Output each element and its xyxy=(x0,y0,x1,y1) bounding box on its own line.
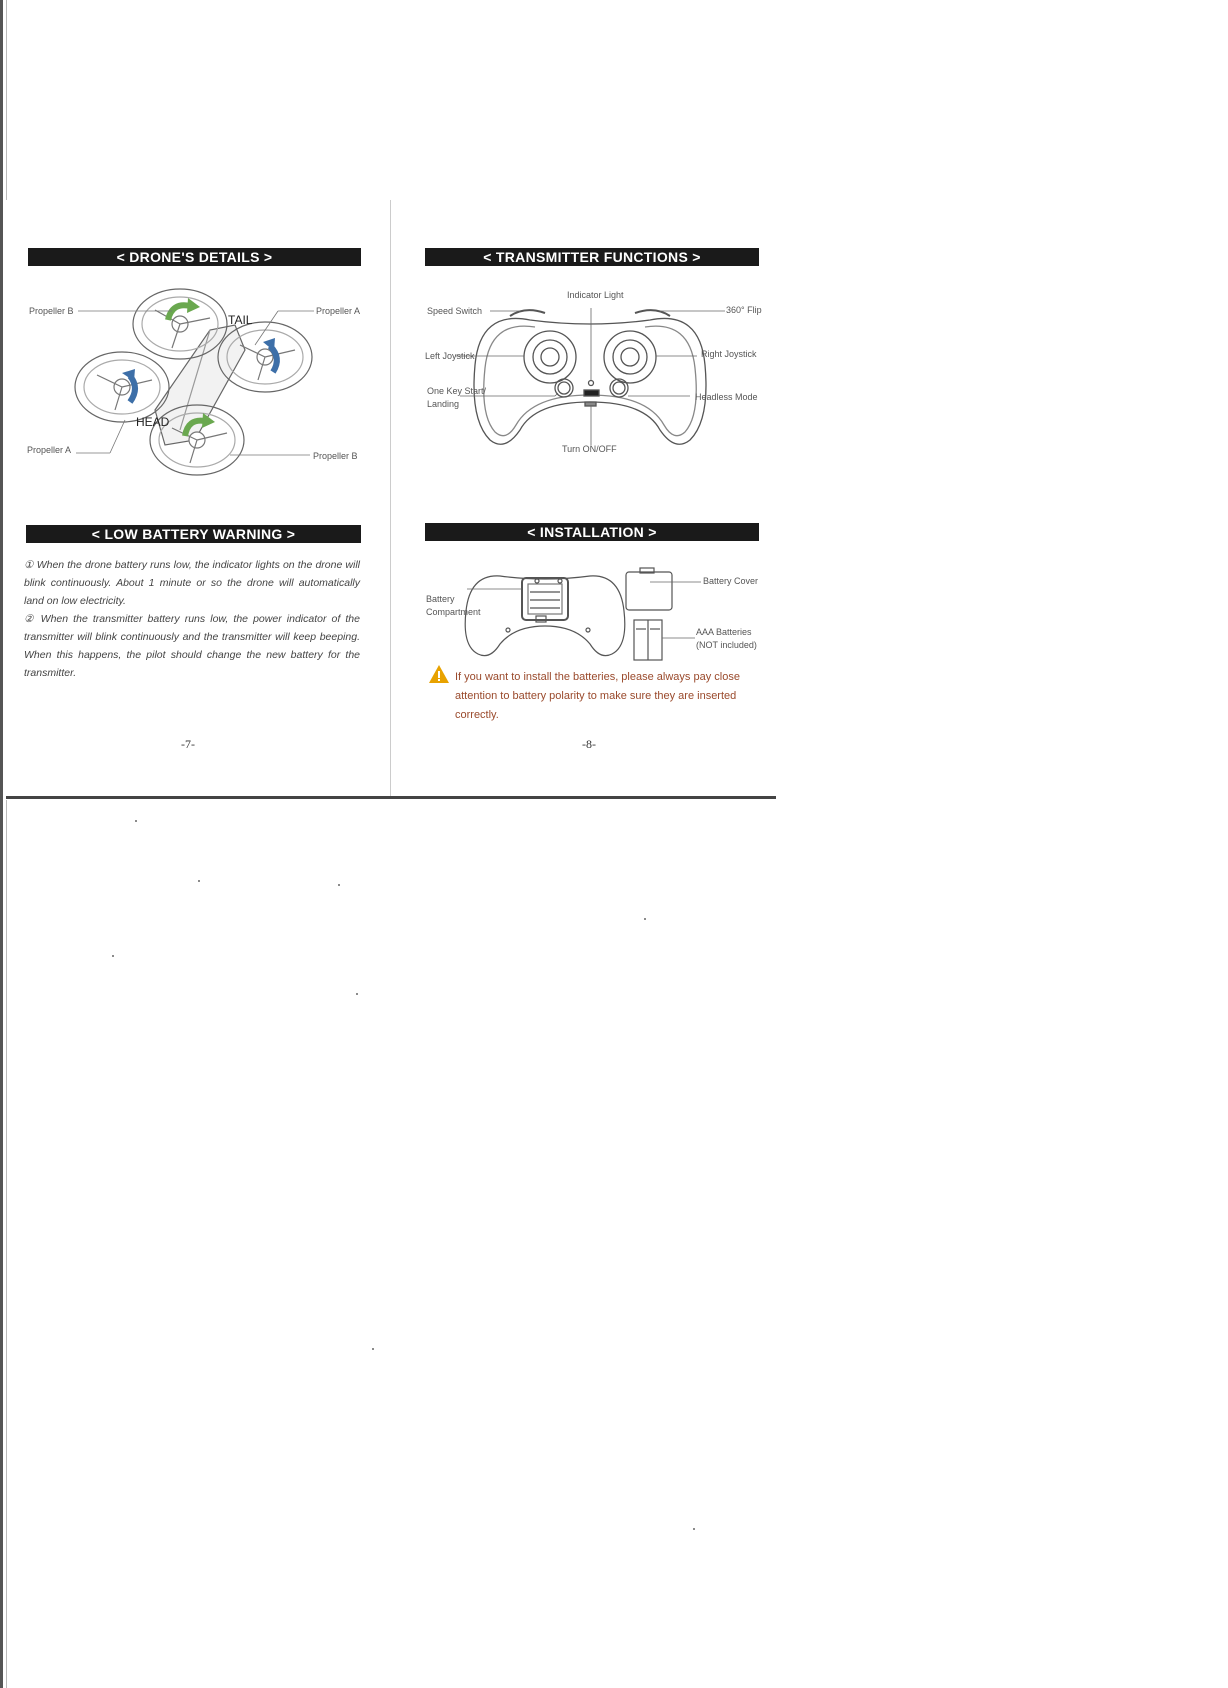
transmitter-functions-heading: < TRANSMITTER FUNCTIONS > xyxy=(425,248,759,266)
turn-on-off-label: Turn ON/OFF xyxy=(562,444,617,454)
low-battery-item-1: ① When the drone battery runs low, the indicator lights on the drone will blink continuously. About 1 minute or so the drone will automatically land on low electricity. xyxy=(24,559,360,607)
flip-label: 360° Flip xyxy=(726,305,762,315)
page-number-right: -8- xyxy=(582,737,596,751)
scan-speck xyxy=(693,1528,695,1530)
scan-speck xyxy=(135,820,137,822)
propeller-b-bottom-label: Propeller B xyxy=(313,451,358,461)
head-label: HEAD xyxy=(136,415,170,429)
scan-speck xyxy=(198,880,200,882)
low-battery-heading: < LOW BATTERY WARNING > xyxy=(26,525,361,543)
propeller-b-top-label: Propeller B xyxy=(29,306,74,316)
drone-details-heading: < DRONE'S DETAILS > xyxy=(28,248,361,266)
speed-switch-label: Speed Switch xyxy=(427,306,483,316)
battery-compartment-label: Battery Compartment xyxy=(426,594,481,617)
scan-speck xyxy=(338,884,340,886)
headless-mode-label: Headless Mode xyxy=(695,392,758,402)
warning-triangle-icon xyxy=(428,664,450,684)
indicator-light-label: Indicator Light xyxy=(567,290,624,300)
scan-speck xyxy=(356,993,358,995)
aaa-batteries-label: AAA Batteries (NOT included) xyxy=(696,627,757,650)
battery-cover-label: Battery Cover xyxy=(703,576,759,586)
drone-leader-lines xyxy=(0,0,400,470)
propeller-a-bottom-label: Propeller A xyxy=(27,445,72,455)
one-key-start-landing-label: One Key Start/ Landing xyxy=(427,386,487,409)
low-battery-item-2: ② When the transmitter battery runs low, the power indicator of the transmitter will blink continuously and the transmitter will keep beeping. When this happens, the pilot should change the new battery for the transmitter. xyxy=(24,613,360,679)
installation-heading: < INSTALLATION > xyxy=(425,523,759,541)
right-joystick-label: Right Joystick xyxy=(701,349,757,359)
scan-speck xyxy=(372,1348,374,1350)
page-number-left: -7- xyxy=(181,737,195,751)
installation-warning-text: If you want to install the batteries, please always pay close attention to battery polarity to make sure they are inserted correctly. xyxy=(455,671,740,721)
left-joystick-label: Left Joystick xyxy=(425,351,475,361)
scan-speck xyxy=(644,918,646,920)
tail-label: TAIL xyxy=(228,313,253,327)
low-battery-text xyxy=(24,556,360,682)
booklet-bottom-edge xyxy=(6,796,776,799)
scan-speck xyxy=(112,955,114,957)
propeller-a-top-label: Propeller A xyxy=(316,306,361,316)
